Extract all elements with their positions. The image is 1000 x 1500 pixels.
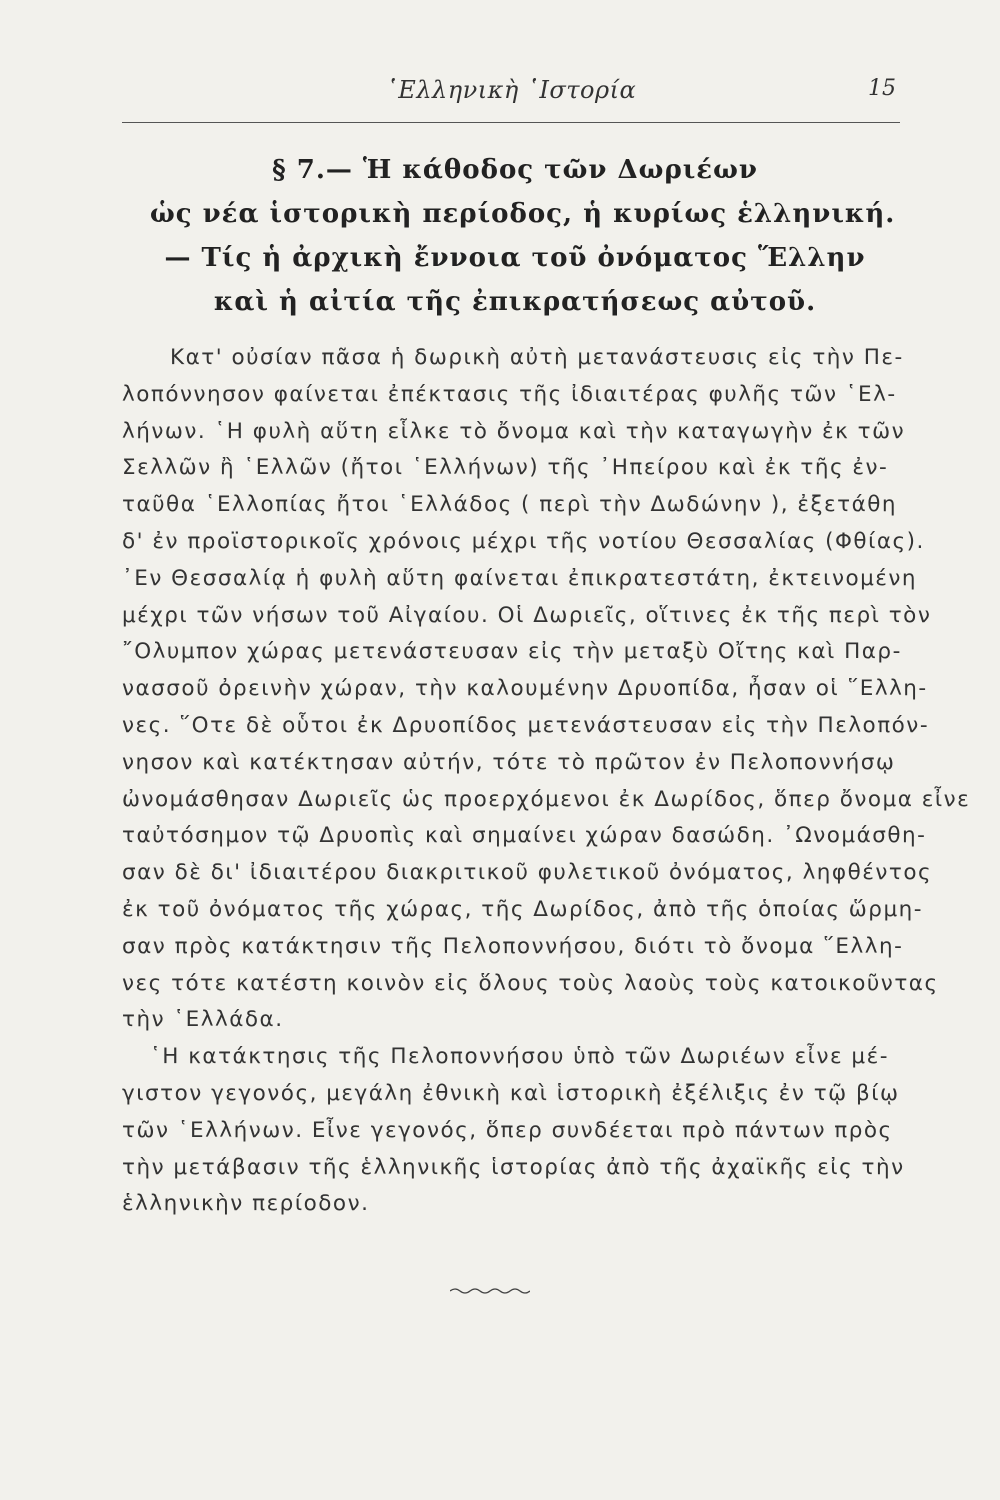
text-line: λήνων. ῾Η φυλὴ αὕτη εἷλκε τὸ ὄνομα καὶ τὴν καταγωγὴν ἐκ τῶν bbox=[122, 418, 906, 444]
text-line: ταὐτόσημον τῷ Δρυοπὶς καὶ σημαίνει χώραν δασώδη. ᾿Ωνομάσθη- bbox=[122, 823, 927, 849]
text-line: ᾿Εν Θεσσαλίᾳ ἡ φυλὴ αὕτη φαίνεται ἐπικρατεστάτη, ἐκτεινομένη bbox=[122, 565, 918, 591]
page-number: 15 bbox=[868, 76, 896, 101]
text-line: σαν πρὸς κατάκτησιν τῆς Πελοποννήσου, διότι τὸ ὄνομα ῞Ελλη- bbox=[122, 933, 904, 959]
text-line: ἐκ τοῦ ὀνόματος τῆς χώρας, τῆς Δωρίδος, ἀπὸ τῆς ὁποίας ὥρμη- bbox=[122, 896, 924, 922]
text-line: Σελλῶν ἢ ῾Ελλῶν (ἤτοι ῾Ελλήνων) τῆς ᾿Ηπείρου καὶ ἐκ τῆς ἐν- bbox=[122, 455, 889, 481]
text-line: ταῦθα ῾Ελλοπίας ἤτοι ῾Ελλάδος ( περὶ τὴν Δωδώνην ), ἐξετάθη bbox=[122, 492, 898, 518]
heading-line: ὡς νέα ἱστορικὴ περίοδος, ἡ κυρίως ἑλληνική. bbox=[150, 199, 896, 229]
heading-line: καὶ ἡ αἰτία τῆς ἐπικρατήσεως αὐτοῦ. bbox=[213, 287, 817, 317]
text-line: τὴν ῾Ελλάδα. bbox=[122, 1007, 284, 1033]
text-line: σαν δὲ δι' ἰδιαιτέρου διακριτικοῦ φυλετικοῦ ὀνόματος, ληφθέντος bbox=[122, 860, 933, 886]
text-line: λοπόννησον φαίνεται ἐπέκτασις τῆς ἰδιαιτέρας φυλῆς τῶν ῾Ελ- bbox=[122, 381, 897, 407]
text-line: νησον καὶ κατέκτησαν αὐτήν, τότε τὸ πρῶτον ἐν Πελοποννήσῳ bbox=[122, 749, 896, 775]
text-line: ῾Η κατάκτησις τῆς Πελοποννήσου ὑπὸ τῶν Δωριέων εἶνε μέ- bbox=[150, 1044, 889, 1070]
running-title: ῾Ελληνικὴ ῾Ιστορία bbox=[385, 76, 637, 104]
text-line: τῶν ῾Ελλήνων. Εἶνε γεγονός, ὅπερ συνδέεται πρὸ πάντων πρὸς bbox=[122, 1117, 893, 1143]
text-line: ῎Ολυμπον χώρας μετενάστευσαν εἰς τὴν μεταξὺ Οἴτης καὶ Παρ- bbox=[122, 639, 902, 665]
text-line: γιστον γεγονός, μεγάλη ἐθνικὴ καὶ ἱστορικὴ ἐξέλιξις ἐν τῷ βίῳ bbox=[122, 1080, 900, 1106]
text-line: νες τότε κατέστη κοινὸν εἰς ὅλους τοὺς λαοὺς τοὺς κατοικοῦντας bbox=[122, 970, 939, 996]
text-line: δ' ἐν προϊστορικοῖς χρόνοις μέχρι τῆς νοτίου Θεσσαλίας (Φθίας). bbox=[122, 528, 925, 554]
wavy-line-ornament-icon bbox=[450, 1285, 530, 1297]
text-line: νασσοῦ ὀρεινὴν χώραν, τὴν καλουμένην Δρυοπίδα, ἦσαν οἱ ῞Ελλη- bbox=[122, 676, 928, 702]
running-head bbox=[122, 70, 900, 123]
section-heading bbox=[150, 148, 896, 324]
text-line: ἑλληνικὴν περίοδον. bbox=[122, 1191, 370, 1217]
text-line: ὠνομάσθησαν Δωριεῖς ὡς προερχόμενοι ἐκ Δωρίδος, ὅπερ ὄνομα εἶνε bbox=[122, 786, 971, 812]
heading-line: — Τίς ἡ ἀρχικὴ ἔννοια τοῦ ὀνόματος Ἕλλην bbox=[164, 243, 866, 273]
text-line: Κατ' οὐσίαν πᾶσα ἡ δωρικὴ αὐτὴ μετανάστευσις εἰς τὴν Πε- bbox=[170, 345, 904, 370]
text-line: τὴν μετάβασιν τῆς ἑλληνικῆς ἱστορίας ἀπὸ τῆς ἀχαϊκῆς εἰς τὴν bbox=[122, 1154, 905, 1180]
heading-line: § 7.— Ἡ κάθοδος τῶν Δωριέων bbox=[272, 155, 758, 185]
body-text bbox=[122, 340, 971, 1223]
text-line: νες. ῞Οτε δὲ οὗτοι ἐκ Δρυοπίδος μετενάστευσαν εἰς τὴν Πελοπόν- bbox=[122, 712, 930, 738]
text-line: μέχρι τῶν νήσων τοῦ Αἰγαίου. Οἱ Δωριεῖς, οἵτινες ἐκ τῆς περὶ τὸν bbox=[122, 602, 932, 628]
